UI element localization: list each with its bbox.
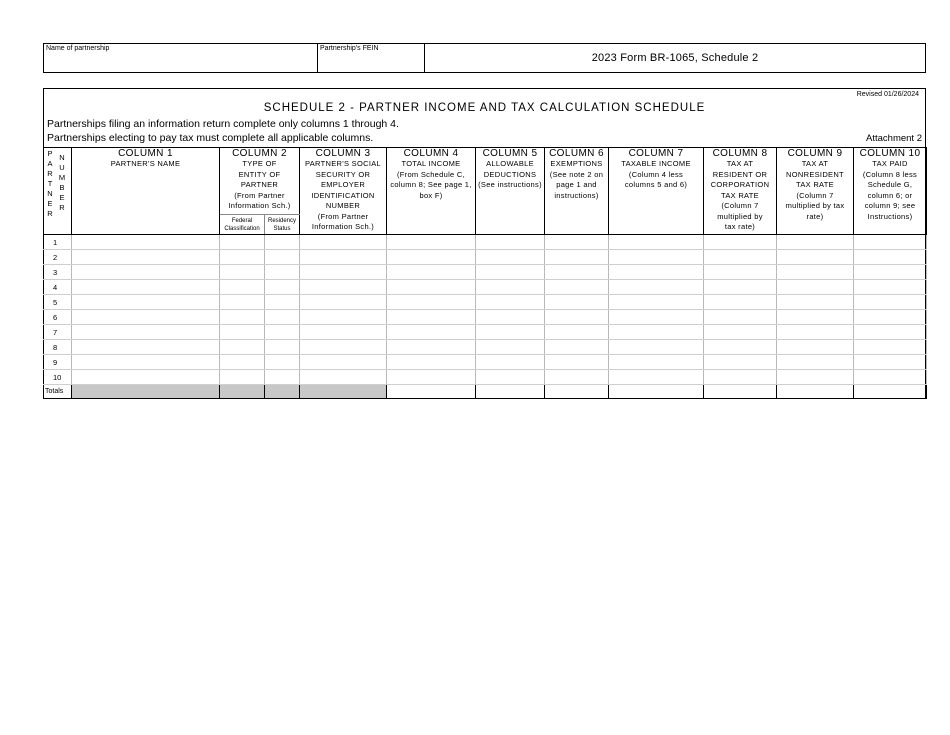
totals-row <box>44 385 927 399</box>
id-number-cell[interactable] <box>300 340 387 355</box>
nonresident-tax-cell[interactable] <box>777 250 854 265</box>
column-3-desc2: (From Partner Information Sch.) <box>311 211 375 231</box>
column-5-desc2: (See instructions) <box>478 180 542 189</box>
taxable-income-cell[interactable] <box>609 265 704 280</box>
row-number: 5 <box>44 295 72 310</box>
total-income-cell[interactable] <box>387 295 476 310</box>
nonresident-tax-cell[interactable] <box>777 295 854 310</box>
id-number-cell[interactable] <box>300 370 387 385</box>
deductions-cell[interactable] <box>476 310 545 325</box>
resident-tax-cell[interactable] <box>704 325 777 340</box>
partner-letter: R <box>47 169 53 178</box>
column-3-header <box>300 148 387 235</box>
resident-tax-cell[interactable] <box>704 265 777 280</box>
resident-tax-cell[interactable] <box>704 250 777 265</box>
deductions-cell[interactable] <box>476 265 545 280</box>
column-6-title: COLUMN 6 <box>549 148 604 159</box>
table-row <box>44 370 927 385</box>
residency-status-cell[interactable] <box>265 355 300 370</box>
partner-name-cell[interactable] <box>72 265 220 280</box>
partner-income-table <box>43 147 927 399</box>
column-4-desc: TOTAL INCOME <box>401 159 461 168</box>
federal-classification-cell[interactable] <box>220 295 265 310</box>
total-taxable-income-cell[interactable] <box>609 385 704 399</box>
column-5-desc: ALLOWABLE DEDUCTIONS <box>483 159 537 179</box>
nonresident-tax-cell[interactable] <box>777 265 854 280</box>
residency-status-cell[interactable] <box>265 235 300 250</box>
partnership-name-label: Name of partnership <box>46 45 110 52</box>
residency-status-cell[interactable] <box>265 280 300 295</box>
tax-paid-cell[interactable] <box>854 370 927 385</box>
column-8-desc2: (Column 7 multiplied by tax rate) <box>717 201 763 231</box>
exemptions-cell[interactable] <box>545 265 609 280</box>
exemptions-cell[interactable] <box>545 235 609 250</box>
federal-classification-cell[interactable] <box>220 235 265 250</box>
residency-status-cell[interactable] <box>265 265 300 280</box>
tax-paid-cell[interactable] <box>854 310 927 325</box>
column-8-header <box>704 148 777 235</box>
partnership-fein-label: Partnership's FEIN <box>320 45 379 52</box>
id-number-cell[interactable] <box>300 325 387 340</box>
total-total-income-cell[interactable] <box>387 385 476 399</box>
taxable-income-cell[interactable] <box>609 310 704 325</box>
deductions-cell[interactable] <box>476 280 545 295</box>
column-5-title: COLUMN 5 <box>482 148 538 159</box>
column-4-desc2: (From Schedule C, column 8; See page 1, box F) <box>390 169 472 200</box>
taxable-income-cell[interactable] <box>609 235 704 250</box>
partner-rows <box>44 235 927 399</box>
partner-name-cell[interactable] <box>72 250 220 265</box>
number-letter: U <box>59 163 65 172</box>
nonresident-tax-cell[interactable] <box>777 310 854 325</box>
column-3-title: COLUMN 3 <box>315 148 371 159</box>
row-number: 3 <box>44 265 72 280</box>
partner-letter: N <box>47 189 53 198</box>
total-tax-paid-cell[interactable] <box>854 385 927 399</box>
column-10-desc2: (Column 8 less Schedule G, column 6; or column 9; see Instructions) <box>862 169 918 221</box>
taxable-income-cell[interactable] <box>609 280 704 295</box>
nonresident-tax-cell[interactable] <box>777 340 854 355</box>
number-letters <box>56 148 68 234</box>
resident-tax-cell[interactable] <box>704 295 777 310</box>
number-letter: N <box>59 153 65 162</box>
total-id-number-cell <box>300 385 387 399</box>
nonresident-tax-cell[interactable] <box>777 235 854 250</box>
partner-name-cell[interactable] <box>72 340 220 355</box>
column-9-header <box>777 148 854 235</box>
federal-classification-cell[interactable] <box>220 265 265 280</box>
column-8-title: COLUMN 8 <box>712 148 768 159</box>
deductions-cell[interactable] <box>476 370 545 385</box>
nonresident-tax-cell[interactable] <box>777 370 854 385</box>
partner-name-cell[interactable] <box>72 280 220 295</box>
residency-status-cell[interactable] <box>265 250 300 265</box>
nonresident-tax-cell[interactable] <box>777 325 854 340</box>
total-residency-status-cell <box>265 385 300 399</box>
table-row <box>44 340 927 355</box>
column-7-title: COLUMN 7 <box>628 148 684 159</box>
deductions-cell[interactable] <box>476 325 545 340</box>
column-1-title: COLUMN 1 <box>118 148 173 159</box>
instruction-pay-tax: Partnerships electing to pay tax must complete all applicable columns. <box>47 132 374 144</box>
deductions-cell[interactable] <box>476 340 545 355</box>
partner-number-header <box>44 148 72 235</box>
federal-classification-cell[interactable] <box>220 325 265 340</box>
federal-classification-header <box>220 214 265 234</box>
number-letter: R <box>59 203 65 212</box>
taxable-income-cell[interactable] <box>609 370 704 385</box>
tax-paid-cell[interactable] <box>854 295 927 310</box>
table-row <box>44 310 927 325</box>
partner-name-cell[interactable] <box>72 235 220 250</box>
exemptions-cell[interactable] <box>545 340 609 355</box>
exemptions-cell[interactable] <box>545 250 609 265</box>
row-number: 9 <box>44 355 72 370</box>
table-row <box>44 355 927 370</box>
schedule-title: SCHEDULE 2 - PARTNER INCOME AND TAX CALCULATION SCHEDULE <box>263 102 706 114</box>
revised-date: Revised 01/26/2024 <box>856 91 919 98</box>
table-row <box>44 280 927 295</box>
row-number: 7 <box>44 325 72 340</box>
tax-paid-cell[interactable] <box>854 280 927 295</box>
residency-status-cell[interactable] <box>265 370 300 385</box>
row-number: 6 <box>44 310 72 325</box>
taxable-income-cell[interactable] <box>609 340 704 355</box>
tax-paid-cell[interactable] <box>854 250 927 265</box>
taxable-income-cell[interactable] <box>609 250 704 265</box>
total-nonresident-tax-cell[interactable] <box>777 385 854 399</box>
row-number: 10 <box>44 370 72 385</box>
column-3-desc: PARTNER'S SOCIAL SECURITY OR EMPLOYER IDENTIFICATION NUMBER <box>305 159 381 210</box>
total-income-cell[interactable] <box>387 370 476 385</box>
id-number-cell[interactable] <box>300 235 387 250</box>
exemptions-cell[interactable] <box>545 295 609 310</box>
residency-status-cell[interactable] <box>265 325 300 340</box>
column-10-desc: TAX PAID <box>872 159 908 168</box>
id-number-cell[interactable] <box>300 310 387 325</box>
deductions-cell[interactable] <box>476 235 545 250</box>
form-header <box>43 43 926 73</box>
column-1-header <box>72 148 220 235</box>
partner-letter: P <box>47 149 53 158</box>
total-partner-name-cell <box>72 385 220 399</box>
row-number: 2 <box>44 250 72 265</box>
federal-classification-cell[interactable] <box>220 310 265 325</box>
total-income-cell[interactable] <box>387 250 476 265</box>
partnership-name-field[interactable] <box>44 44 318 72</box>
column-6-desc: EXEMPTIONS <box>550 159 603 168</box>
exemptions-cell[interactable] <box>545 310 609 325</box>
total-income-cell[interactable] <box>387 265 476 280</box>
number-letter: B <box>59 183 65 192</box>
table-row <box>44 295 927 310</box>
residency-status-cell[interactable] <box>265 340 300 355</box>
id-number-cell[interactable] <box>300 265 387 280</box>
partnership-fein-field[interactable] <box>318 44 425 72</box>
federal-classification-label: Federal Classification <box>224 217 260 232</box>
column-6-header <box>545 148 609 235</box>
instruction-info-return: Partnerships filing an information return complete only columns 1 through 4. <box>47 118 399 130</box>
column-9-desc2: (Column 7 multiplied by tax rate) <box>785 190 845 221</box>
column-2-desc: TYPE OF ENTITY OF PARTNER <box>238 159 281 189</box>
federal-classification-cell[interactable] <box>220 280 265 295</box>
partner-letter: T <box>47 179 53 188</box>
column-9-desc: TAX AT NONRESIDENT TAX RATE <box>786 159 844 189</box>
federal-classification-cell[interactable] <box>220 355 265 370</box>
column-7-header <box>609 148 704 235</box>
tax-paid-cell[interactable] <box>854 265 927 280</box>
resident-tax-cell[interactable] <box>704 235 777 250</box>
federal-classification-cell[interactable] <box>220 250 265 265</box>
tax-paid-cell[interactable] <box>854 325 927 340</box>
partner-name-cell[interactable] <box>72 325 220 340</box>
partner-letters <box>44 148 56 234</box>
residency-status-header <box>265 214 300 234</box>
resident-tax-cell[interactable] <box>704 340 777 355</box>
column-10-title: COLUMN 10 <box>859 148 921 159</box>
resident-tax-cell[interactable] <box>704 310 777 325</box>
total-income-cell[interactable] <box>387 235 476 250</box>
partner-name-cell[interactable] <box>72 355 220 370</box>
column-4-header <box>387 148 476 235</box>
tax-paid-cell[interactable] <box>854 355 927 370</box>
schedule-2 <box>43 88 926 398</box>
form-title-cell <box>425 44 925 72</box>
nonresident-tax-cell[interactable] <box>777 280 854 295</box>
double-rule <box>43 398 926 399</box>
column-2-title: COLUMN 2 <box>232 148 287 159</box>
exemptions-cell[interactable] <box>545 325 609 340</box>
table-row <box>44 250 927 265</box>
id-number-cell[interactable] <box>300 355 387 370</box>
column-1-desc: PARTNER'S NAME <box>110 159 181 168</box>
exemptions-cell[interactable] <box>545 370 609 385</box>
column-2-header <box>220 148 300 215</box>
total-income-cell[interactable] <box>387 280 476 295</box>
column-9-title: COLUMN 9 <box>787 148 843 159</box>
total-income-cell[interactable] <box>387 325 476 340</box>
total-income-cell[interactable] <box>387 310 476 325</box>
residency-status-cell[interactable] <box>265 295 300 310</box>
partner-name-cell[interactable] <box>72 370 220 385</box>
deductions-cell[interactable] <box>476 295 545 310</box>
row-number: 1 <box>44 235 72 250</box>
federal-classification-cell[interactable] <box>220 370 265 385</box>
attachment-label: Attachment 2 <box>866 133 922 144</box>
total-income-cell[interactable] <box>387 355 476 370</box>
resident-tax-cell[interactable] <box>704 280 777 295</box>
column-7-desc2: (Column 4 less columns 5 and 6) <box>624 169 688 189</box>
nonresident-tax-cell[interactable] <box>777 355 854 370</box>
resident-tax-cell[interactable] <box>704 355 777 370</box>
row-number: 8 <box>44 340 72 355</box>
form-title: 2023 Form BR-1065, Schedule 2 <box>591 52 759 64</box>
residency-status-label: Residency Status <box>267 217 296 232</box>
taxable-income-cell[interactable] <box>609 355 704 370</box>
tax-paid-cell[interactable] <box>854 340 927 355</box>
row-number: 4 <box>44 280 72 295</box>
partner-letter: A <box>47 159 53 168</box>
total-deductions-cell[interactable] <box>476 385 545 399</box>
column-4-title: COLUMN 4 <box>403 148 459 159</box>
tax-paid-cell[interactable] <box>854 235 927 250</box>
exemptions-cell[interactable] <box>545 355 609 370</box>
taxable-income-cell[interactable] <box>609 325 704 340</box>
federal-classification-cell[interactable] <box>220 340 265 355</box>
number-letter: E <box>59 193 65 202</box>
deductions-cell[interactable] <box>476 250 545 265</box>
column-7-desc: TAXABLE INCOME <box>621 159 691 168</box>
deductions-cell[interactable] <box>476 355 545 370</box>
table-row <box>44 235 927 250</box>
taxable-income-cell[interactable] <box>609 295 704 310</box>
total-exemptions-cell[interactable] <box>545 385 609 399</box>
total-resident-tax-cell[interactable] <box>704 385 777 399</box>
table-row <box>44 325 927 340</box>
column-5-header <box>476 148 545 235</box>
totals-label: Totals <box>44 385 72 399</box>
id-number-cell[interactable] <box>300 295 387 310</box>
total-federal-classification-cell <box>220 385 265 399</box>
total-income-cell[interactable] <box>387 340 476 355</box>
resident-tax-cell[interactable] <box>704 370 777 385</box>
column-6-desc2: (See note 2 on page 1 and instructions) <box>549 169 604 200</box>
residency-status-cell[interactable] <box>265 310 300 325</box>
partner-letter: R <box>47 209 53 218</box>
exemptions-cell[interactable] <box>545 280 609 295</box>
column-10-header <box>854 148 927 235</box>
partner-letter: E <box>47 199 53 208</box>
partner-name-cell[interactable] <box>72 310 220 325</box>
partner-name-cell[interactable] <box>72 295 220 310</box>
column-8-desc: TAX AT RESIDENT OR CORPORATION TAX RATE <box>710 159 770 200</box>
column-2-desc2: (From Partner Information Sch.) <box>228 190 291 210</box>
id-number-cell[interactable] <box>300 250 387 265</box>
number-letter: M <box>58 173 66 182</box>
id-number-cell[interactable] <box>300 280 387 295</box>
table-row <box>44 265 927 280</box>
